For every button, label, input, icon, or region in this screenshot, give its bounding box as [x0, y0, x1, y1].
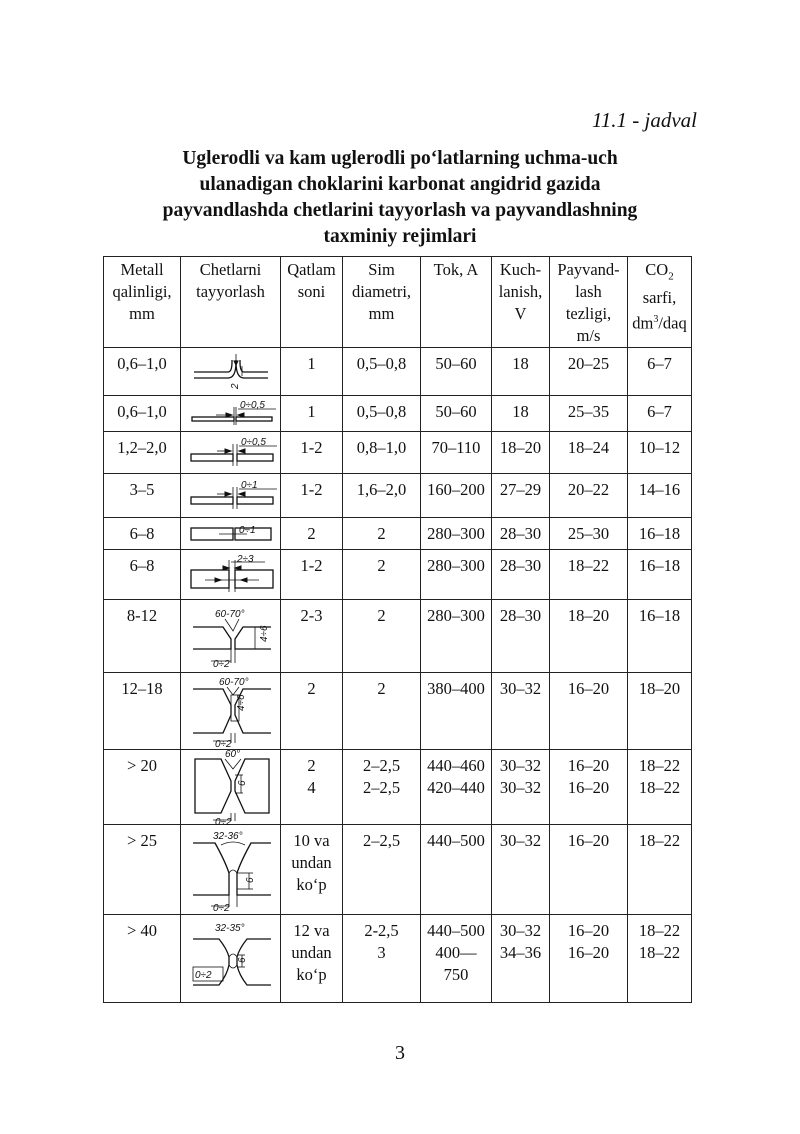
cell-wire-diameter: 2–2,5 2–2,5	[343, 750, 421, 825]
x-groove-sketch	[181, 673, 281, 750]
cell-layers: 1	[281, 348, 343, 396]
sketch-label: 32-36°	[212, 830, 243, 842]
table-row	[104, 673, 692, 750]
cell-speed: 25–35	[550, 396, 628, 432]
cell-speed: 18–22	[550, 550, 628, 600]
table-row	[104, 432, 692, 474]
cell-current: 440–460 420–440	[421, 750, 492, 825]
header-layers: Qatlam soni	[281, 257, 343, 348]
sketch-label: 0÷2	[214, 739, 232, 750]
cell-co2: 6–7	[628, 348, 692, 396]
cell-thickness: > 40	[104, 915, 181, 1003]
cell-voltage: 18	[492, 348, 550, 396]
cell-current: 440–500	[421, 825, 492, 915]
table-row	[104, 750, 692, 825]
square-butt-wide-sketch	[181, 550, 281, 600]
cell-co2: 16–18	[628, 518, 692, 550]
table-row	[104, 550, 692, 600]
cell-speed: 18–20	[550, 600, 628, 673]
cell-thickness: 6–8	[104, 550, 181, 600]
cell-layers: 2 4	[281, 750, 343, 825]
cell-wire-diameter: 2	[343, 518, 421, 550]
cell-current: 280–300	[421, 550, 492, 600]
header-current: Tok, A	[421, 257, 492, 348]
cell-wire-diameter: 0,8–1,0	[343, 432, 421, 474]
cell-layers: 1-2	[281, 550, 343, 600]
cell-speed: 25–30	[550, 518, 628, 550]
cell-thickness: 6–8	[104, 518, 181, 550]
cell-co2: 18–20	[628, 673, 692, 750]
square-butt-closed-sketch	[181, 518, 281, 550]
cell-wire-diameter: 2-2,5 3	[343, 915, 421, 1003]
cell-thickness: 8-12	[104, 600, 181, 673]
header-co2: $CO_2$ sarfi, $dm^3$/daq	[628, 257, 692, 348]
sketch-label: 0÷2	[212, 659, 230, 670]
sketch-label: 60-70°	[214, 609, 245, 620]
cell-co2: 16–18	[628, 600, 692, 673]
cell-layers: 2	[281, 673, 343, 750]
cell-speed: 20–22	[550, 474, 628, 518]
sketch-label: 6	[244, 876, 256, 883]
cell-co2: 14–16	[628, 474, 692, 518]
title-line: taxminiy rejimlari	[323, 226, 477, 247]
sketch-label: 6	[236, 780, 248, 786]
sketch-label: 32-35°	[214, 922, 245, 934]
u-groove-sketch	[181, 825, 281, 915]
cell-thickness: 3–5	[104, 474, 181, 518]
table-row	[104, 600, 692, 673]
cell-speed: 18–24	[550, 432, 628, 474]
cell-co2: 10–12	[628, 432, 692, 474]
cell-co2: 18–22 18–22	[628, 915, 692, 1003]
sketch-label: 60°	[224, 749, 240, 760]
table-row	[104, 518, 692, 550]
sketch-label: 4÷6	[235, 694, 247, 711]
sketch-label: 60-70°	[218, 677, 249, 688]
page-number: 3	[395, 1042, 405, 1064]
cell-wire-diameter: 1,6–2,0	[343, 474, 421, 518]
header-edge-prep: Chetlarni tayyorlash	[181, 257, 281, 348]
sketch-label: 4÷6	[258, 625, 270, 642]
cell-wire-diameter: 2	[343, 673, 421, 750]
header-thickness: Metall qalinligi, mm	[104, 257, 181, 348]
cell-current: 280–300	[421, 600, 492, 673]
cell-layers: 1-2	[281, 432, 343, 474]
cell-voltage: 27–29	[492, 474, 550, 518]
table-row	[104, 348, 692, 396]
sketch-label: 0÷0,5	[239, 399, 265, 411]
cell-thickness: 1,2–2,0	[104, 432, 181, 474]
sketch-label: 0÷1	[240, 479, 258, 491]
cell-current: 440–500 400— 750	[421, 915, 492, 1003]
sketch-label: 2	[229, 382, 241, 389]
square-butt-gap-sketch	[181, 474, 281, 518]
cell-co2: 16–18	[628, 550, 692, 600]
cell-thickness: > 25	[104, 825, 181, 915]
cell-speed: 16–20 16–20	[550, 750, 628, 825]
cell-co2: 6–7	[628, 396, 692, 432]
cell-current: 70–110	[421, 432, 492, 474]
cell-wire-diameter: 2	[343, 550, 421, 600]
cell-layers: 12 va undan koʻp	[281, 915, 343, 1003]
table-title	[120, 146, 680, 250]
cell-voltage: 28–30	[492, 518, 550, 550]
sketch-label: 0÷1	[238, 524, 256, 536]
x-groove-sketch-large	[181, 749, 281, 828]
cell-speed: 16–20	[550, 673, 628, 750]
cell-voltage: 18–20	[492, 432, 550, 474]
cell-voltage: 28–30	[492, 550, 550, 600]
cell-layers: 2-3	[281, 600, 343, 673]
cell-layers: 1	[281, 396, 343, 432]
square-butt-thin-sketch	[181, 396, 281, 432]
square-butt-gap-sketch	[181, 432, 281, 474]
welding-modes-table	[103, 256, 692, 1003]
table-row	[104, 825, 692, 915]
header-speed: Payvand- lash tezligi, m/s	[550, 257, 628, 348]
table-row	[104, 915, 692, 1003]
cell-thickness: 12–18	[104, 673, 181, 750]
sketch-label: 2÷3	[236, 553, 254, 565]
cell-co2: 18–22 18–22	[628, 750, 692, 825]
header-wire-diameter: Sim diametri, mm	[343, 257, 421, 348]
v-groove-sketch	[181, 600, 281, 673]
cell-layers: 2	[281, 518, 343, 550]
sketch-label: 0÷0,5	[240, 436, 266, 448]
header-voltage: Kuch- lanish, V	[492, 257, 550, 348]
cell-layers: 10 va undan koʻp	[281, 825, 343, 915]
title-line: Uglerodli va kam uglerodli poʻlatlarning uchma-uch	[182, 148, 618, 169]
sketch-label: 0÷2	[214, 817, 232, 828]
double-u-groove-sketch	[181, 915, 281, 1003]
table-row	[104, 396, 692, 432]
cell-wire-diameter: 0,5–0,8	[343, 348, 421, 396]
cell-voltage: 18	[492, 396, 550, 432]
cell-wire-diameter: 0,5–0,8	[343, 396, 421, 432]
cell-speed: 16–20 16–20	[550, 915, 628, 1003]
title-line: payvandlashda chetlarini tayyorlash va payvandlashning	[162, 200, 638, 221]
cell-voltage: 30–32	[492, 673, 550, 750]
cell-current: 160–200	[421, 474, 492, 518]
cell-layers: 1-2	[281, 474, 343, 518]
cell-voltage: 30–32 30–32	[492, 750, 550, 825]
cell-thickness: 0,6–1,0	[104, 348, 181, 396]
cell-thickness: 0,6–1,0	[104, 396, 181, 432]
cell-wire-diameter: 2–2,5	[343, 825, 421, 915]
cell-current: 50–60	[421, 348, 492, 396]
cell-wire-diameter: 2	[343, 600, 421, 673]
flange-edge-sketch	[181, 348, 281, 396]
cell-voltage: 28–30	[492, 600, 550, 673]
cell-current: 380–400	[421, 673, 492, 750]
table-row	[104, 474, 692, 518]
table-caption: 11.1 - jadval	[591, 108, 697, 132]
table-header-row	[104, 257, 692, 348]
sketch-label: 6	[236, 956, 248, 963]
cell-speed: 16–20	[550, 825, 628, 915]
cell-voltage: 30–32 34–36	[492, 915, 550, 1003]
title-line: ulanadigan choklarini karbonat angidrid gazida	[199, 174, 601, 195]
cell-co2: 18–22	[628, 825, 692, 915]
cell-voltage: 30–32	[492, 825, 550, 915]
sketch-label: 0÷2	[194, 969, 212, 981]
cell-current: 280–300	[421, 518, 492, 550]
cell-thickness: > 20	[104, 750, 181, 825]
sketch-label: 0÷2	[212, 902, 230, 914]
cell-speed: 20–25	[550, 348, 628, 396]
cell-current: 50–60	[421, 396, 492, 432]
